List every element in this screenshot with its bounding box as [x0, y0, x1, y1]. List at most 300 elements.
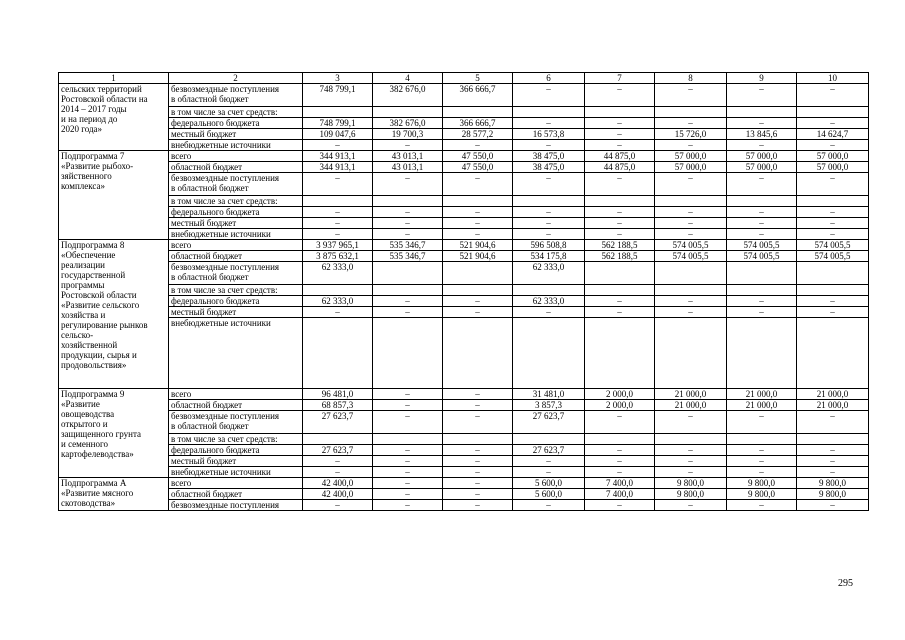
amount-cell: 344 913,1	[303, 162, 373, 173]
amount-cell: 596 508,8	[513, 240, 585, 251]
funding-source-cell: федерального бюджета	[169, 296, 303, 307]
amount-cell: 2 000,0	[585, 389, 655, 400]
column-number-header: 7	[585, 73, 655, 84]
amount-cell: –	[655, 296, 727, 307]
amount-cell: 535 346,7	[373, 251, 443, 262]
amount-cell: 27 623,7	[303, 411, 373, 434]
amount-cell: –	[443, 307, 513, 318]
amount-cell: –	[373, 500, 443, 511]
amount-cell: –	[373, 489, 443, 500]
funding-source-cell: безвозмездные поступления в областной бюджет	[169, 262, 303, 285]
funding-source-cell: всего	[169, 478, 303, 489]
table-row	[59, 489, 869, 500]
amount-cell: 9 800,0	[727, 478, 797, 489]
amount-cell: 42 400,0	[303, 489, 373, 500]
amount-cell: –	[655, 467, 727, 478]
amount-cell: –	[797, 173, 869, 196]
table-row	[59, 318, 869, 389]
amount-cell: –	[585, 445, 655, 456]
amount-cell: 7 400,0	[585, 478, 655, 489]
amount-cell: 21 000,0	[727, 400, 797, 411]
table-row	[59, 411, 869, 434]
amount-cell: –	[373, 400, 443, 411]
funding-source-cell: местный бюджет	[169, 218, 303, 229]
amount-cell: –	[727, 445, 797, 456]
table-row	[59, 173, 869, 196]
amount-cell: 57 000,0	[655, 162, 727, 173]
amount-cell: –	[373, 411, 443, 434]
subprogram-label: Подпрограмма А «Развитие мясного скотоводства»	[59, 478, 169, 511]
amount-cell: –	[303, 140, 373, 151]
table-row	[59, 307, 869, 318]
amount-cell: –	[655, 173, 727, 196]
amount-cell: –	[797, 411, 869, 434]
amount-cell	[303, 196, 373, 207]
amount-cell: –	[585, 129, 655, 140]
funding-source-cell: безвозмездные поступления в областной бюджет	[169, 411, 303, 434]
amount-cell: 16 573,8	[513, 129, 585, 140]
amount-cell: 574 005,5	[727, 251, 797, 262]
amount-cell: –	[513, 456, 585, 467]
funding-source-cell: в том числе за счет средств:	[169, 285, 303, 296]
table-row	[59, 140, 869, 151]
amount-cell: 27 623,7	[303, 445, 373, 456]
table-row	[59, 207, 869, 218]
table-row	[59, 445, 869, 456]
amount-cell	[727, 434, 797, 445]
amount-cell: –	[513, 84, 585, 107]
amount-cell	[303, 107, 373, 118]
amount-cell: –	[513, 207, 585, 218]
amount-cell: –	[655, 456, 727, 467]
amount-cell	[797, 262, 869, 285]
amount-cell	[373, 107, 443, 118]
column-number-header: 3	[303, 73, 373, 84]
amount-cell: –	[443, 229, 513, 240]
amount-cell: 562 188,5	[585, 240, 655, 251]
amount-cell: –	[727, 467, 797, 478]
amount-cell: 3 857,3	[513, 400, 585, 411]
amount-cell	[727, 107, 797, 118]
amount-cell	[513, 107, 585, 118]
amount-cell	[655, 107, 727, 118]
amount-cell: –	[797, 445, 869, 456]
table-row	[59, 162, 869, 173]
amount-cell: –	[513, 500, 585, 511]
amount-cell: –	[585, 467, 655, 478]
amount-cell: 534 175,8	[513, 251, 585, 262]
amount-cell	[585, 434, 655, 445]
amount-cell: –	[585, 218, 655, 229]
amount-cell: –	[443, 489, 513, 500]
amount-cell: 574 005,5	[797, 251, 869, 262]
column-number-header: 4	[373, 73, 443, 84]
column-number-header: 9	[727, 73, 797, 84]
amount-cell: –	[585, 500, 655, 511]
amount-cell: –	[655, 500, 727, 511]
amount-cell: 42 400,0	[303, 478, 373, 489]
amount-cell: 574 005,5	[655, 240, 727, 251]
amount-cell: 62 333,0	[303, 296, 373, 307]
table-row	[59, 240, 869, 251]
amount-cell: –	[585, 140, 655, 151]
amount-cell: –	[585, 173, 655, 196]
budget-table	[58, 72, 869, 511]
page-number: 295	[838, 578, 853, 589]
amount-cell: –	[727, 218, 797, 229]
amount-cell	[585, 285, 655, 296]
amount-cell: –	[727, 173, 797, 196]
funding-source-cell: в том числе за счет средств:	[169, 107, 303, 118]
amount-cell: 9 800,0	[797, 489, 869, 500]
amount-cell: 521 904,6	[443, 240, 513, 251]
amount-cell: –	[727, 118, 797, 129]
amount-cell: –	[797, 296, 869, 307]
amount-cell: –	[797, 500, 869, 511]
funding-source-cell: всего	[169, 389, 303, 400]
amount-cell: 13 845,6	[727, 129, 797, 140]
amount-cell: –	[303, 218, 373, 229]
amount-cell	[585, 262, 655, 285]
amount-cell: –	[303, 500, 373, 511]
amount-cell: 9 800,0	[655, 489, 727, 500]
amount-cell: –	[727, 500, 797, 511]
amount-cell: 43 013,1	[373, 162, 443, 173]
amount-cell	[373, 434, 443, 445]
amount-cell	[655, 262, 727, 285]
amount-cell: –	[727, 140, 797, 151]
amount-cell: –	[513, 229, 585, 240]
amount-cell: –	[373, 207, 443, 218]
amount-cell: 521 904,6	[443, 251, 513, 262]
funding-source-cell: внебюджетные источники	[169, 229, 303, 240]
amount-cell: 574 005,5	[727, 240, 797, 251]
amount-cell	[585, 196, 655, 207]
table-row	[59, 196, 869, 207]
amount-cell: 562 188,5	[585, 251, 655, 262]
table-row	[59, 107, 869, 118]
funding-source-cell: внебюджетные источники	[169, 318, 303, 389]
amount-cell: –	[797, 140, 869, 151]
amount-cell	[727, 285, 797, 296]
amount-cell	[797, 196, 869, 207]
amount-cell: –	[443, 400, 513, 411]
amount-cell: 9 800,0	[727, 489, 797, 500]
funding-source-cell: внебюджетные источники	[169, 140, 303, 151]
amount-cell	[513, 285, 585, 296]
amount-cell	[585, 318, 655, 389]
amount-cell: 68 857,3	[303, 400, 373, 411]
amount-cell: 43 013,1	[373, 151, 443, 162]
amount-cell: –	[443, 389, 513, 400]
amount-cell: –	[655, 207, 727, 218]
amount-cell	[727, 318, 797, 389]
amount-cell: –	[443, 411, 513, 434]
amount-cell	[373, 318, 443, 389]
amount-cell: –	[585, 296, 655, 307]
table-row	[59, 500, 869, 511]
amount-cell: –	[655, 218, 727, 229]
amount-cell: –	[443, 140, 513, 151]
amount-cell	[373, 196, 443, 207]
amount-cell: –	[513, 118, 585, 129]
amount-cell: –	[513, 218, 585, 229]
amount-cell: 5 600,0	[513, 489, 585, 500]
funding-source-cell: областной бюджет	[169, 162, 303, 173]
table-row	[59, 129, 869, 140]
amount-cell	[727, 262, 797, 285]
column-number-header: 5	[443, 73, 513, 84]
amount-cell	[513, 318, 585, 389]
funding-source-cell: федерального бюджета	[169, 445, 303, 456]
amount-cell: 21 000,0	[727, 389, 797, 400]
amount-cell	[585, 107, 655, 118]
subprogram-label: Подпрограмма 8 «Обеспечение реализации государственной программы Ростовской области «Развитие сельского хозяйства и регулирование рынков сельско- хозяйственной продукции, сырья и продовольствия»	[59, 240, 169, 389]
amount-cell: –	[513, 173, 585, 196]
amount-cell: –	[513, 307, 585, 318]
table-row	[59, 478, 869, 489]
amount-cell	[443, 107, 513, 118]
amount-cell: 62 333,0	[513, 296, 585, 307]
amount-cell: –	[585, 456, 655, 467]
amount-cell: –	[585, 307, 655, 318]
amount-cell	[443, 262, 513, 285]
amount-cell: 9 800,0	[797, 478, 869, 489]
table-row	[59, 456, 869, 467]
table-row	[59, 400, 869, 411]
amount-cell: –	[797, 307, 869, 318]
funding-source-cell: всего	[169, 151, 303, 162]
amount-cell: –	[443, 445, 513, 456]
amount-cell	[797, 107, 869, 118]
amount-cell: 38 475,0	[513, 162, 585, 173]
column-number-header: 8	[655, 73, 727, 84]
amount-cell: –	[585, 411, 655, 434]
amount-cell: 382 676,0	[373, 84, 443, 107]
amount-cell	[303, 285, 373, 296]
amount-cell: 57 000,0	[655, 151, 727, 162]
amount-cell	[443, 285, 513, 296]
amount-cell: 7 400,0	[585, 489, 655, 500]
amount-cell: –	[443, 173, 513, 196]
amount-cell: 21 000,0	[655, 400, 727, 411]
amount-cell: 14 624,7	[797, 129, 869, 140]
amount-cell: 366 666,7	[443, 84, 513, 107]
funding-source-cell: областной бюджет	[169, 489, 303, 500]
amount-cell: –	[303, 229, 373, 240]
amount-cell	[443, 318, 513, 389]
amount-cell: –	[373, 445, 443, 456]
amount-cell: 21 000,0	[797, 400, 869, 411]
table-row	[59, 151, 869, 162]
funding-source-cell: федерального бюджета	[169, 118, 303, 129]
amount-cell: –	[655, 118, 727, 129]
amount-cell	[443, 434, 513, 445]
amount-cell: –	[585, 118, 655, 129]
amount-cell: 21 000,0	[655, 389, 727, 400]
amount-cell: 15 726,0	[655, 129, 727, 140]
amount-cell: 96 481,0	[303, 389, 373, 400]
amount-cell: –	[655, 140, 727, 151]
amount-cell: 44 875,0	[585, 162, 655, 173]
amount-cell: 21 000,0	[797, 389, 869, 400]
amount-cell: –	[373, 296, 443, 307]
amount-cell: –	[513, 467, 585, 478]
amount-cell: 748 799,1	[303, 84, 373, 107]
amount-cell: 57 000,0	[727, 151, 797, 162]
funding-source-cell: местный бюджет	[169, 307, 303, 318]
column-number-header: 6	[513, 73, 585, 84]
amount-cell: –	[303, 307, 373, 318]
amount-cell	[797, 285, 869, 296]
amount-cell	[303, 434, 373, 445]
document-sheet	[58, 72, 868, 511]
amount-cell: 31 481,0	[513, 389, 585, 400]
amount-cell: –	[797, 207, 869, 218]
amount-cell	[727, 196, 797, 207]
amount-cell: –	[585, 229, 655, 240]
funding-source-cell: областной бюджет	[169, 400, 303, 411]
amount-cell: –	[585, 207, 655, 218]
column-number-header: 10	[797, 73, 869, 84]
amount-cell: –	[797, 218, 869, 229]
amount-cell: –	[797, 118, 869, 129]
amount-cell	[513, 434, 585, 445]
subprogram-label: Подпрограмма 7 «Развитие рыбохо- зяйственного комплекса»	[59, 151, 169, 240]
table-row	[59, 389, 869, 400]
amount-cell: –	[727, 307, 797, 318]
amount-cell	[797, 434, 869, 445]
amount-cell: 3 937 965,1	[303, 240, 373, 251]
table-row	[59, 467, 869, 478]
amount-cell: 3 875 632,1	[303, 251, 373, 262]
amount-cell: 366 666,7	[443, 118, 513, 129]
amount-cell: 9 800,0	[655, 478, 727, 489]
amount-cell	[373, 285, 443, 296]
funding-source-cell: безвозмездные поступления	[169, 500, 303, 511]
column-number-header: 1	[59, 73, 169, 84]
amount-cell: –	[443, 456, 513, 467]
funding-source-cell: местный бюджет	[169, 456, 303, 467]
amount-cell: –	[655, 307, 727, 318]
column-number-header: 2	[169, 73, 303, 84]
amount-cell: –	[797, 84, 869, 107]
funding-source-cell: внебюджетные источники	[169, 467, 303, 478]
amount-cell: –	[727, 207, 797, 218]
amount-cell: 47 550,0	[443, 162, 513, 173]
amount-cell: –	[797, 467, 869, 478]
funding-source-cell: безвозмездные поступления в областной бюджет	[169, 84, 303, 107]
amount-cell: –	[727, 456, 797, 467]
funding-source-cell: всего	[169, 240, 303, 251]
amount-cell	[655, 285, 727, 296]
amount-cell: 44 875,0	[585, 151, 655, 162]
amount-cell: –	[373, 389, 443, 400]
amount-cell: 382 676,0	[373, 118, 443, 129]
amount-cell: –	[655, 229, 727, 240]
table-body	[59, 73, 869, 511]
table-row	[59, 262, 869, 285]
amount-cell: –	[303, 456, 373, 467]
amount-cell: 27 623,7	[513, 411, 585, 434]
amount-cell: –	[443, 296, 513, 307]
amount-cell: 27 623,7	[513, 445, 585, 456]
table-row	[59, 118, 869, 129]
amount-cell: –	[655, 84, 727, 107]
amount-cell	[655, 318, 727, 389]
amount-cell	[513, 196, 585, 207]
amount-cell: 38 475,0	[513, 151, 585, 162]
amount-cell: –	[373, 140, 443, 151]
amount-cell: 57 000,0	[797, 162, 869, 173]
table-row	[59, 296, 869, 307]
amount-cell: –	[443, 467, 513, 478]
amount-cell: 574 005,5	[655, 251, 727, 262]
amount-cell: –	[303, 207, 373, 218]
amount-cell: –	[443, 207, 513, 218]
amount-cell: 5 600,0	[513, 478, 585, 489]
amount-cell: –	[585, 84, 655, 107]
amount-cell: –	[373, 229, 443, 240]
subprogram-label: Подпрограмма 9 «Развитие овощеводства открытого и защищенного грунта и семенного картофелеводства»	[59, 389, 169, 478]
amount-cell: 748 799,1	[303, 118, 373, 129]
table-row	[59, 229, 869, 240]
amount-cell	[443, 196, 513, 207]
funding-source-cell: безвозмездные поступления в областной бюджет	[169, 173, 303, 196]
amount-cell	[303, 318, 373, 389]
amount-cell: –	[655, 445, 727, 456]
amount-cell: 62 333,0	[303, 262, 373, 285]
table-row	[59, 251, 869, 262]
amount-cell: –	[373, 467, 443, 478]
amount-cell: –	[513, 140, 585, 151]
table-row	[59, 434, 869, 445]
amount-cell	[655, 196, 727, 207]
amount-cell: –	[303, 467, 373, 478]
subprogram-label: сельских территорий Ростовской области на 2014 – 2017 годы и на период до 2020 года»	[59, 84, 169, 151]
amount-cell: –	[443, 218, 513, 229]
funding-source-cell: местный бюджет	[169, 129, 303, 140]
funding-source-cell: областной бюджет	[169, 251, 303, 262]
amount-cell: 57 000,0	[727, 162, 797, 173]
table-row	[59, 218, 869, 229]
amount-cell: –	[797, 456, 869, 467]
amount-cell: 57 000,0	[797, 151, 869, 162]
amount-cell: –	[655, 411, 727, 434]
table-row	[59, 285, 869, 296]
table-row	[59, 84, 869, 107]
amount-cell: 62 333,0	[513, 262, 585, 285]
amount-cell: –	[303, 173, 373, 196]
amount-cell: 2 000,0	[585, 400, 655, 411]
amount-cell: –	[373, 456, 443, 467]
funding-source-cell: в том числе за счет средств:	[169, 196, 303, 207]
amount-cell	[655, 434, 727, 445]
amount-cell: 344 913,1	[303, 151, 373, 162]
amount-cell: –	[727, 296, 797, 307]
amount-cell: –	[373, 173, 443, 196]
amount-cell: –	[797, 229, 869, 240]
amount-cell: 47 550,0	[443, 151, 513, 162]
amount-cell: 109 047,6	[303, 129, 373, 140]
amount-cell: –	[727, 229, 797, 240]
amount-cell: 574 005,5	[797, 240, 869, 251]
amount-cell: –	[727, 411, 797, 434]
amount-cell: –	[727, 84, 797, 107]
amount-cell	[797, 318, 869, 389]
funding-source-cell: в том числе за счет средств:	[169, 434, 303, 445]
amount-cell: –	[373, 307, 443, 318]
